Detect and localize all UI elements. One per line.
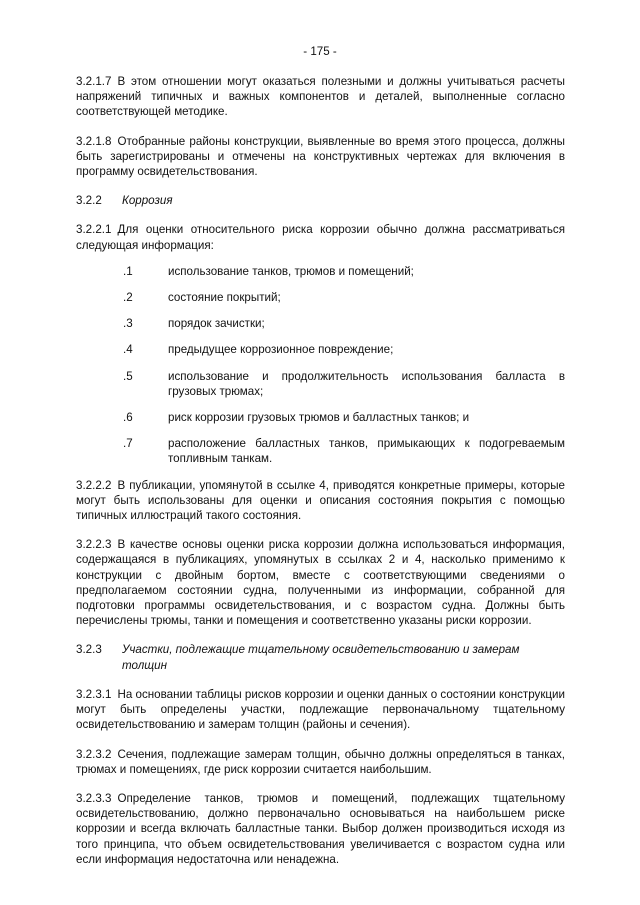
list-item: [76, 410, 565, 425]
paragraph-number: 3.2.2.1: [76, 223, 112, 237]
list-item: [76, 436, 565, 466]
paragraph-number: 3.2.2.2: [76, 478, 112, 492]
paragraph-3-2-2-3: [76, 537, 565, 628]
list-item: [76, 369, 565, 399]
paragraph-3-2-2-2: [76, 478, 565, 524]
paragraph-text: Отобранные районы конструкции, выявленные во время этого процесса, должны быть зарегистрированы и отмечены на конструктивных чертежах для включения в программу освидетельствования.: [76, 134, 565, 179]
page-content: [76, 74, 565, 881]
list-item-number: .1: [123, 264, 133, 278]
paragraph-text: Сечения, подлежащие замерам толщин, обычно должны определяться в танках, трюмах и помещениях, где риск коррозии считается наибольшим.: [76, 747, 565, 776]
list-item: [76, 290, 565, 305]
corrosion-info-list: [76, 264, 565, 467]
paragraph-text: На основании таблицы рисков коррозии и оценки данных о состоянии конструкции могут быть определены участки, подлежащие первоначальному тщательному освидетельствованию и замерам толщин (районы и сечения).: [76, 687, 565, 732]
paragraph-number: 3.2.1.7: [76, 75, 112, 88]
list-item-text: использование и продолжительность использования балласта в грузовых трюмах;: [168, 369, 565, 398]
list-item: [76, 316, 565, 331]
paragraph-3-2-3-2: [76, 747, 565, 777]
paragraph-3-2-1-8: [76, 134, 565, 180]
paragraph-number: 3.2.3.2: [76, 747, 112, 761]
list-item: [76, 342, 565, 357]
paragraph-text: В качестве основы оценки риска коррозии должна использоваться информация, содержащаяся в публикациях, упомянутых в ссылках 2 и 4, насколько применимо к конструкции с двойным бортом, вместе с соответствующими сведениями о предполагаемом состоянии судна, полученными из информации, собранной для подготовки программы освидетельствования, и с возрастом судна. Должны быть перечислены трюмы, танки и помещения и соответственно указаны риски коррозии.: [76, 538, 565, 628]
paragraph-text: Определение танков, трюмов и помещений, подлежащих тщательному освидетельствованию, должно первоначально основываться на наибольшем риске коррозии и всегда включать балластные танки. Выбор должен производиться исходя из того принципа, что объем освидетельствования увеличивается с возрастом судна или если информация недостаточна или ненадежна.: [76, 791, 565, 866]
list-item-number: .5: [123, 369, 133, 383]
list-item-text: риск коррозии грузовых трюмов и балластных танков; и: [168, 411, 470, 425]
page-number: - 175 -: [303, 45, 337, 58]
paragraph-3-2-3-1: [76, 687, 565, 733]
paragraph-number: 3.2.3.3: [76, 791, 112, 805]
paragraph-number: 3.2.3.1: [76, 687, 112, 701]
section-heading-3-2-3: [76, 642, 565, 672]
paragraph-3-2-2-1: [76, 222, 565, 252]
paragraph-number: 3.2.2.3: [76, 538, 112, 552]
section-number: 3.2.3: [76, 643, 102, 657]
list-item: [76, 264, 565, 279]
section-heading-3-2-2: [76, 193, 565, 208]
list-item-text: использование танков, трюмов и помещений;: [168, 264, 414, 278]
list-item-text: порядок зачистки;: [168, 317, 265, 331]
list-item-number: .2: [123, 291, 133, 305]
list-item-text: предыдущее коррозионное повреждение;: [168, 343, 394, 357]
paragraph-number: 3.2.1.8: [76, 134, 112, 148]
section-number: 3.2.2: [76, 194, 102, 208]
paragraph-3-2-1-7: [76, 74, 565, 120]
paragraph-text: В этом отношении могут оказаться полезными и должны учитываться расчеты напряжений типичных и важных компонентов и деталей, выполненные согласно соответствующей методике.: [76, 75, 565, 119]
list-item-number: .3: [123, 317, 133, 331]
section-title: Участки, подлежащие тщательному освидетельствованию и замерам толщин: [122, 643, 520, 672]
list-item-number: .4: [123, 343, 133, 357]
section-title: Коррозия: [122, 194, 173, 208]
list-item-number: .7: [123, 437, 133, 451]
list-item-text: расположение балластных танков, примыкающих к подогреваемым топливным танкам.: [168, 437, 565, 466]
paragraph-3-2-3-3: [76, 791, 565, 867]
paragraph-text: Для оценки относительного риска коррозии обычно должна рассматриваться следующая информация:: [76, 223, 565, 252]
list-item-number: .6: [123, 411, 133, 425]
paragraph-text: В публикации, упомянутой в ссылке 4, приводятся конкретные примеры, которые могут быть использованы для оценки и описания состояния покрытия с помощью типичных иллюстраций такого состояния.: [76, 478, 565, 523]
list-item-text: состояние покрытий;: [168, 291, 281, 305]
